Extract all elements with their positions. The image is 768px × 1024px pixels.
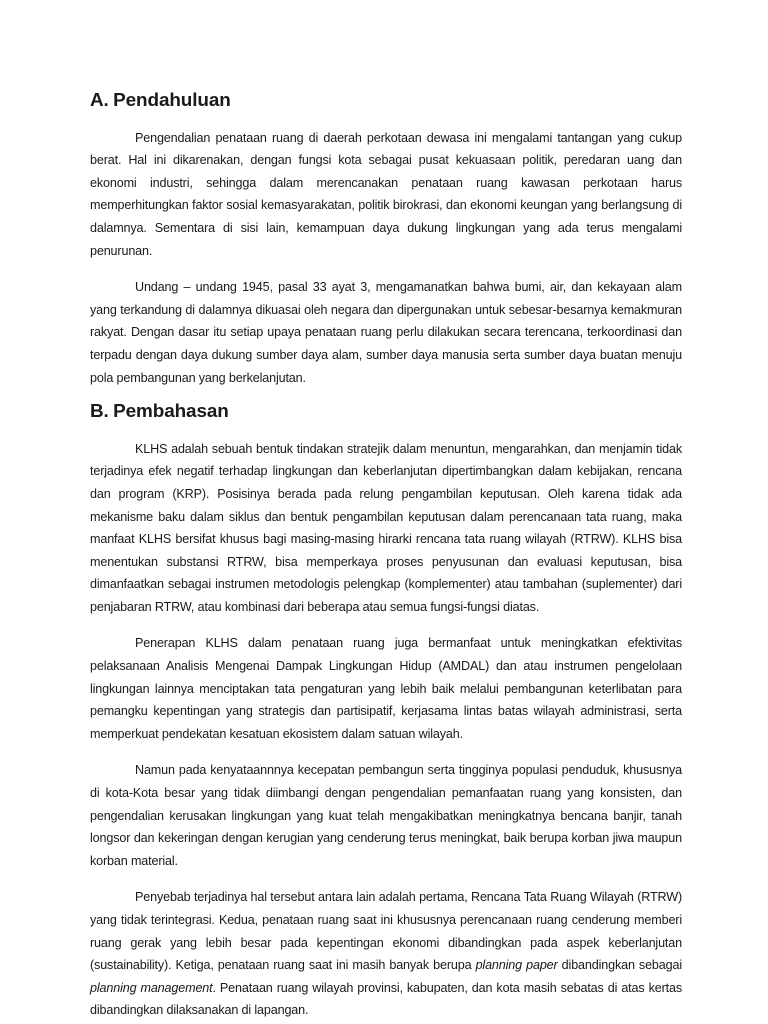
section-number: A.: [90, 90, 109, 111]
paragraph-reality: Namun pada kenyataannnya kecepatan pembangun serta tingginya populasi penduduk, khususnya di kota-Kota besar yang tidak diimbangi dengan pengendalian pemanfaatan ruang yang konsisten, dan pengendalian kerusakan lingkungan yang kuat telah mengakibatkan meningkatnya bencana banjir, tanah longsor dan kekeringan dengan kerugian yang cenderung terus meningkat, baik berupa korban jiwa maupun korban material.: [90, 763, 682, 868]
italic-term-planning-paper: planning paper: [475, 958, 558, 973]
section-title: Pembahasan: [113, 401, 229, 423]
paragraph-klhs-definition: KLHS adalah sebuah bentuk tindakan stratejik dalam menuntun, mengarahkan, dan menjamin tidak terjadinya efek negatif terhadap lingkungan dan keberlanjutan dipertimbangkan dalam kebijakan, rencana dan program (KRP). Posisinya berada pada relung pengambilan keputusan. Oleh karena tidak ada mekanisme baku dalam siklus dan bentuk pengambilan keputusan dalam perencanaan tata ruang, maka manfaat KLHS bersifat khusus bagi masing-masing hirarki rencana tata ruang wilayah (RTRW). KLHS bisa menentukan substansi RTRW, bisa memperkaya proses penyusunan dan evaluasi keputusan, bisa dimanfaatkan sebagai instrumen metodologis pelengkap (komplementer) atau tambahan (suplementer) dari penjabaran RTRW, atau kombinasi dari beberapa atau semua fungsi-fungsi diatas.: [90, 441, 682, 614]
section-heading-pembahasan: [90, 401, 682, 424]
section-heading-pendahuluan: [90, 90, 682, 113]
paragraph-klhs-application: Penerapan KLHS dalam penataan ruang juga bermanfaat untuk meningkatkan efektivitas pelaksanaan Analisis Mengenai Dampak Lingkungan Hidup (AMDAL) dan atau instrumen pengelolaan lingkungan lainnya menciptakan tata pengaturan yang lebih baik melalui pembangunan keterlibatan para pemangku kepentingan yang strategis dan partisipatif, kerjasama lintas batas wilayah administrasi, serta memperkuat pendekatan kesatuan ekosistem dalam satuan wilayah.: [90, 636, 682, 741]
text-run: . Penataan ruang wilayah provinsi, kabupaten, dan kota masih sebatas di atas kertas dibandingkan dilaksanakan di lapangan.: [90, 980, 683, 1018]
document-page: [90, 90, 682, 1022]
text-run: dibandingkan sebagai: [557, 958, 682, 973]
text-run: Penyebab terjadinya hal tersebut antara lain adalah pertama, Rencana Tata Ruang Wilayah (RTRW) yang tidak terintegrasi. Kedua, penataan ruang saat ini khususnya perencanaan ruang cenderung memberi ruang gerak yang lebih besar pada kepentingan ekonomi dibandingkan pada aspek keberlanjutan (sustainability). Ketiga, penataan ruang saat ini masih banyak berupa: [90, 890, 682, 973]
italic-term-planning-management: planning management: [90, 980, 213, 995]
section-title: Pendahuluan: [113, 90, 231, 111]
paragraph-intro-1: Pengendalian penataan ruang di daerah perkotaan dewasa ini mengalami tantangan yang cukup berat. Hal ini dikarenakan, dengan fungsi kota sebagai pusat kekuasaan politik, peredaran uang dan ekonomi industri, sehingga dalam merencanakan penataan ruang kawasan perkotaan harus memperhitungkan faktor sosial kemasyarakatan, politik birokrasi, dan ekonomi keungan yang berlangsung di dalamnya. Sementara di sisi lain, kemampuan daya dukung lingkungan yang ada terus mengalami penurunan.: [90, 130, 682, 258]
paragraph-causes: [90, 886, 682, 1022]
section-number: B.: [90, 401, 109, 423]
paragraph-intro-2: Undang – undang 1945, pasal 33 ayat 3, mengamanatkan bahwa bumi, air, dan kekayaan alam yang terkandung di dalamnya dikuasai oleh negara dan dipergunakan untuk sebesar-besarnya kemakmuran rakyat. Dengan dasar itu setiap upaya penataan ruang perlu dilakukan secara terencana, terkoordinasi dan terpadu dengan daya dukung sumber daya alam, sumber daya manusia serta sumber daya buatan menuju pola pembangunan yang berkelanjutan.: [90, 280, 682, 385]
